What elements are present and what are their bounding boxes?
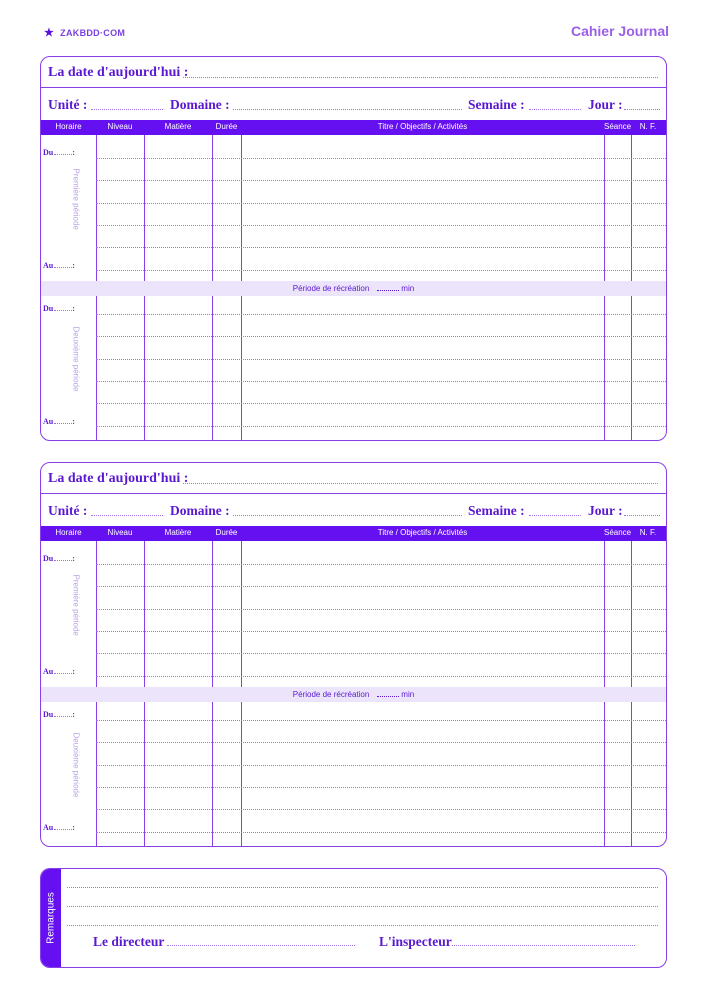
date-row [41, 57, 666, 88]
row-line [96, 653, 666, 654]
recess-duration-field[interactable] [377, 290, 399, 291]
col-seance: Séance [604, 528, 632, 537]
inspector-signature-label: L'inspecteur [379, 934, 452, 949]
date-label: La date d'aujourd'hui : [48, 471, 189, 486]
recess-unit: min [401, 284, 415, 293]
row-line [96, 564, 666, 565]
recess-row [41, 281, 666, 296]
row-line [96, 720, 666, 721]
col-nf: N. F. [639, 122, 657, 131]
remarks-title: Remarques [45, 892, 57, 944]
remarks-box [40, 868, 667, 968]
first-period-label: Première période [71, 574, 81, 636]
recess-label: Période de récréation [292, 284, 370, 293]
recess-unit: min [401, 690, 415, 699]
recess-row [41, 687, 666, 702]
brand-logo [44, 26, 125, 39]
row-line [96, 203, 666, 204]
recess-label: Période de récréation [292, 690, 370, 699]
start-time-1[interactable]: Du : [43, 554, 75, 563]
recess-duration-field[interactable] [377, 696, 399, 697]
star-icon: ★ [44, 27, 55, 39]
director-signature-label: Le directeur [93, 934, 165, 949]
domain-field[interactable] [233, 515, 462, 516]
table-header [41, 120, 666, 135]
col-horaire: Horaire [55, 528, 82, 537]
date-label: La date d'aujourd'hui : [48, 65, 189, 80]
row-line [96, 631, 666, 632]
domain-label: Domaine : [170, 503, 230, 518]
journal-sheet-2 [40, 462, 667, 847]
unit-label: Unité : [48, 503, 88, 518]
unit-row [41, 88, 666, 120]
page-title: Cahier Journal [570, 23, 669, 39]
week-label: Semaine : [468, 503, 525, 518]
director-signature-field[interactable] [167, 945, 355, 946]
row-line [96, 247, 666, 248]
first-period-label: Première période [71, 168, 81, 230]
row-line [96, 765, 666, 766]
end-time-1[interactable]: Au : [43, 667, 75, 676]
remarks-band [41, 869, 61, 967]
row-line [96, 270, 666, 271]
date-field[interactable] [183, 483, 658, 484]
row-line [96, 586, 666, 587]
remarks-line[interactable] [67, 887, 658, 888]
col-niveau: Niveau [107, 122, 133, 131]
day-field[interactable] [624, 515, 660, 516]
unit-row [41, 494, 666, 526]
week-label: Semaine : [468, 97, 525, 112]
row-line [96, 787, 666, 788]
day-label: Jour : [588, 97, 623, 112]
col-nf: N. F. [639, 528, 657, 537]
start-time-1[interactable]: Du : [43, 148, 75, 157]
schedule-grid [41, 135, 666, 440]
col-duree: Durée [215, 122, 238, 131]
row-line [96, 403, 666, 404]
domain-field[interactable] [233, 109, 462, 110]
row-line [96, 609, 666, 610]
row-line [96, 225, 666, 226]
row-line [96, 676, 666, 677]
table-header [41, 526, 666, 541]
row-line [96, 336, 666, 337]
brand-name: ZAKBDD·COM [60, 27, 126, 38]
date-field[interactable] [183, 77, 658, 78]
start-time-2[interactable]: Du : [43, 710, 75, 719]
day-field[interactable] [624, 109, 660, 110]
col-horaire: Horaire [55, 122, 82, 131]
row-line [96, 158, 666, 159]
schedule-grid [41, 541, 666, 846]
row-line [96, 180, 666, 181]
row-line [96, 381, 666, 382]
col-titre: Titre / Objectifs / Activités [377, 528, 468, 537]
second-period-label: Deuxième période [71, 326, 81, 392]
week-field[interactable] [529, 515, 581, 516]
remarks-line[interactable] [67, 906, 658, 907]
end-time-2[interactable]: Au : [43, 417, 75, 426]
col-seance: Séance [604, 122, 632, 131]
day-label: Jour : [588, 503, 623, 518]
week-field[interactable] [529, 109, 581, 110]
col-niveau: Niveau [107, 528, 133, 537]
unit-field[interactable] [91, 515, 163, 516]
end-time-2[interactable]: Au : [43, 823, 75, 832]
unit-label: Unité : [48, 97, 88, 112]
row-line [96, 359, 666, 360]
row-line [96, 742, 666, 743]
date-row [41, 463, 666, 494]
unit-field[interactable] [91, 109, 163, 110]
row-line [96, 832, 666, 833]
remarks-line[interactable] [67, 925, 658, 926]
inspector-signature-field[interactable] [452, 945, 635, 946]
second-period-label: Deuxième période [71, 732, 81, 798]
col-duree: Durée [215, 528, 238, 537]
row-line [96, 809, 666, 810]
col-matiere: Matière [164, 122, 192, 131]
col-matiere: Matière [164, 528, 192, 537]
row-line [96, 314, 666, 315]
start-time-2[interactable]: Du : [43, 304, 75, 313]
journal-sheet-1 [40, 56, 667, 441]
col-titre: Titre / Objectifs / Activités [377, 122, 468, 131]
domain-label: Domaine : [170, 97, 230, 112]
end-time-1[interactable]: Au : [43, 261, 75, 270]
row-line [96, 426, 666, 427]
